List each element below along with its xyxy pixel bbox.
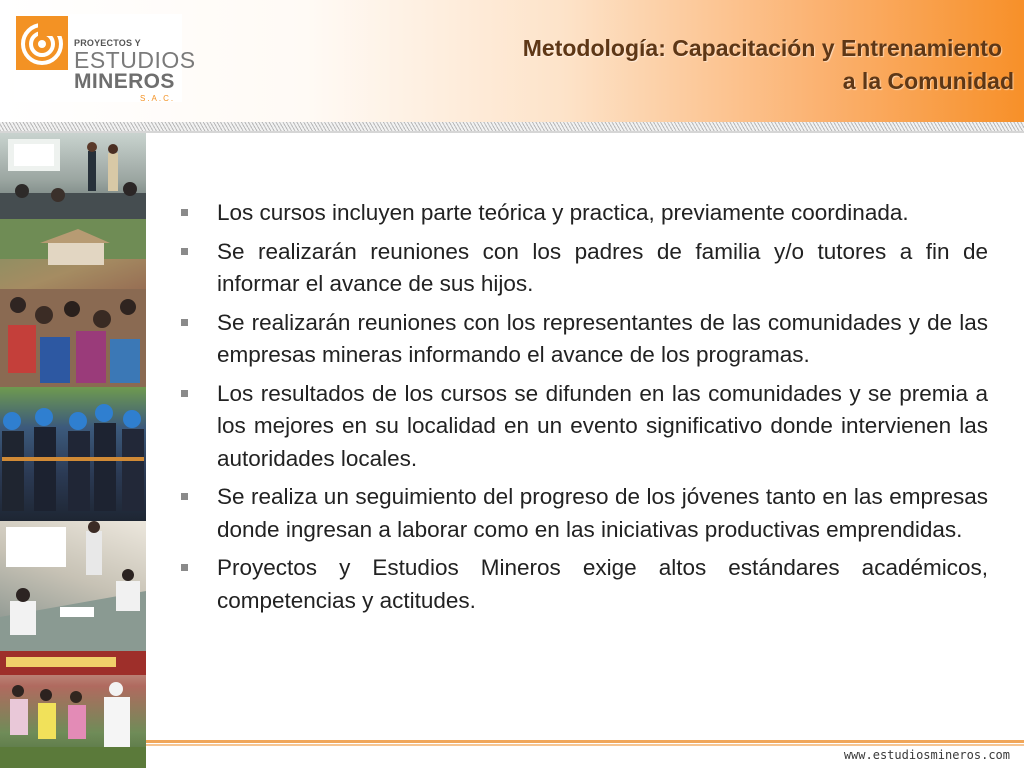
photo-classroom <box>0 133 146 219</box>
square-bullet-icon <box>181 564 188 571</box>
photo-miners <box>0 387 146 521</box>
logo-tagline: PROYECTOS Y <box>74 38 141 48</box>
slide-title-line-1: Metodología: Capacitación y Entrenamiento <box>522 35 1002 61</box>
logo-suffix: S.A.C. <box>140 94 176 103</box>
company-logo <box>14 14 196 103</box>
footer-website: www.estudiosmineros.com <box>843 748 1010 762</box>
bullet-text: Se realizarán reuniones con los padres de familia y/o tutores a fin de informar el avance de sus hijos. <box>217 238 988 296</box>
photo-column <box>0 133 146 768</box>
footer-divider <box>146 740 1024 743</box>
footer-divider-light <box>146 744 1024 746</box>
bullet-item <box>178 481 988 546</box>
bullet-item <box>178 378 988 476</box>
slide-title <box>374 32 1014 98</box>
square-bullet-icon <box>181 493 188 500</box>
bullet-item <box>178 236 988 301</box>
slide-title-line-2: a la Comunidad <box>842 68 1014 94</box>
swirl-logo-icon <box>16 16 68 70</box>
square-bullet-icon <box>181 209 188 216</box>
bullet-item <box>178 197 988 230</box>
photo-training-session <box>0 521 146 651</box>
slide-header <box>0 0 1024 122</box>
header-divider-line <box>0 131 1024 133</box>
square-bullet-icon <box>181 248 188 255</box>
bullet-item <box>178 307 988 372</box>
header-divider-band <box>0 122 1024 131</box>
square-bullet-icon <box>181 319 188 326</box>
logo-word-estudios: ESTUDIOS <box>74 47 196 73</box>
bullet-list <box>178 197 988 623</box>
bullet-text: Los cursos incluyen parte teórica y practica, previamente coordinada. <box>217 200 909 225</box>
bullet-text: Se realizarán reuniones con los representantes de las comunidades y de las empresas mineras informando el avance de los programas. <box>217 309 988 367</box>
bullet-text: Se realiza un seguimiento del progreso de los jóvenes tanto en las empresas donde ingresan a laborar como en las iniciativas productivas emprendidas. <box>217 484 988 542</box>
bullet-text: Los resultados de los cursos se difunden en las comunidades y se premia a los mejores en su localidad en un evento significativo donde intervienen las autoridades locales. <box>217 380 988 471</box>
bullet-item <box>178 552 988 617</box>
bullet-text: Proyectos y Estudios Mineros exige altos estándares académicos, competencias y actitudes. <box>217 555 988 613</box>
photo-event-children <box>0 651 146 768</box>
square-bullet-icon <box>181 390 188 397</box>
logo-word-mineros: MINEROS <box>74 70 175 93</box>
photo-community-meeting <box>0 219 146 387</box>
